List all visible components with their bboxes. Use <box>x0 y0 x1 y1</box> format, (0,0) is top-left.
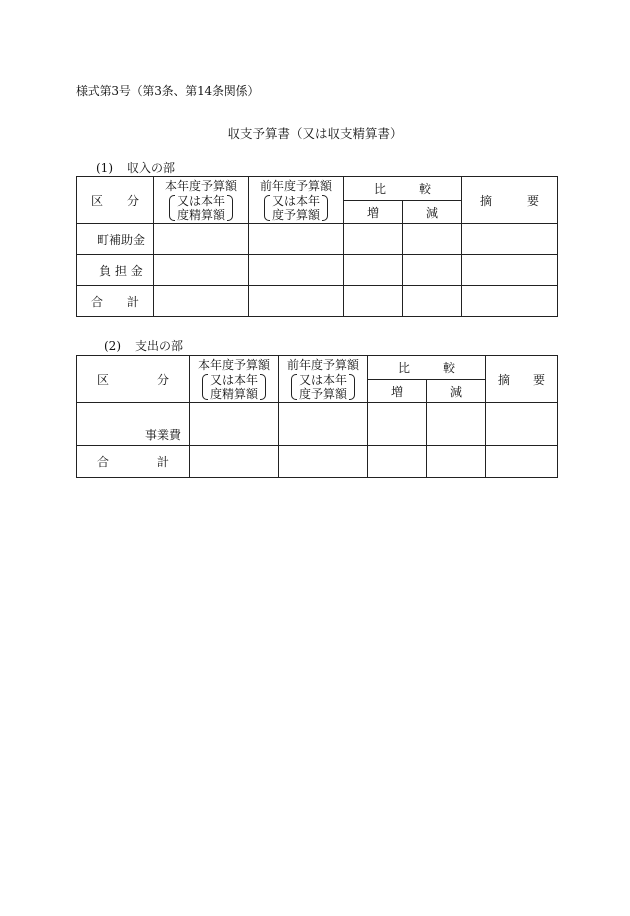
document-title: 収支予算書（又は収支精算書） <box>227 126 403 141</box>
table-cell <box>154 286 249 317</box>
expense-section-number: (2) <box>104 339 121 353</box>
expense-header-category: 区 分 <box>77 356 190 403</box>
table-cell <box>403 286 462 317</box>
table-cell <box>249 224 344 255</box>
income-header-row-1 <box>77 177 558 201</box>
expense-section-label <box>104 337 183 354</box>
expense-header-row-1 <box>77 356 558 380</box>
income-header-remarks: 摘 要 <box>462 177 558 224</box>
expense-section-title: 支出の部 <box>135 339 184 353</box>
expense-header-compare: 比 較 <box>368 356 486 380</box>
expense-header-current-year: 本年度予算額 又は本年 度精算額 <box>190 356 279 403</box>
table-cell <box>190 446 279 478</box>
expense-total-label: 合 計 <box>77 446 190 478</box>
table-row <box>77 403 558 446</box>
income-total-label: 合 計 <box>77 286 154 317</box>
income-section-label <box>96 159 175 176</box>
income-section-title: 収入の部 <box>127 161 176 175</box>
expense-row-label: 事業費 <box>144 428 181 442</box>
income-header-increase: 増 <box>344 201 403 224</box>
table-cell <box>368 446 427 478</box>
income-row-label: 町補助金 <box>77 224 154 255</box>
income-header-current-year: 本年度予算額 又は本年 度精算額 <box>154 177 249 224</box>
income-header-decrease: 減 <box>403 201 462 224</box>
table-cell <box>154 224 249 255</box>
expense-header-increase: 増 <box>368 380 427 403</box>
table-cell <box>403 224 462 255</box>
table-cell <box>279 446 368 478</box>
table-row <box>77 255 558 286</box>
income-header-category: 区 分 <box>77 177 154 224</box>
expense-total-row <box>77 446 558 478</box>
income-total-row <box>77 286 558 317</box>
income-header-prev-year: 前年度予算額 又は本年 度予算額 <box>249 177 344 224</box>
table-cell <box>427 446 486 478</box>
table-cell <box>403 255 462 286</box>
table-cell <box>486 403 558 446</box>
expense-row-label-cell <box>77 403 190 446</box>
income-row-label: 負 担 金 <box>77 255 154 286</box>
expense-header-decrease: 減 <box>427 380 486 403</box>
income-header-compare: 比 較 <box>344 177 462 201</box>
income-table <box>76 176 558 317</box>
table-row <box>77 224 558 255</box>
expense-table <box>76 355 558 478</box>
table-cell <box>368 403 427 446</box>
table-cell <box>249 255 344 286</box>
table-cell <box>154 255 249 286</box>
table-cell <box>462 255 558 286</box>
table-cell <box>462 286 558 317</box>
table-cell <box>427 403 486 446</box>
income-section-number: (1) <box>96 161 113 175</box>
table-cell <box>344 286 403 317</box>
table-cell <box>190 403 279 446</box>
expense-header-prev-year: 前年度予算額 又は本年 度予算額 <box>279 356 368 403</box>
table-cell <box>249 286 344 317</box>
form-number: 様式第3号（第3条、第14条関係） <box>76 84 260 98</box>
table-cell <box>462 224 558 255</box>
table-cell <box>486 446 558 478</box>
table-cell <box>344 255 403 286</box>
expense-header-remarks: 摘 要 <box>486 356 558 403</box>
table-cell <box>344 224 403 255</box>
table-cell <box>279 403 368 446</box>
